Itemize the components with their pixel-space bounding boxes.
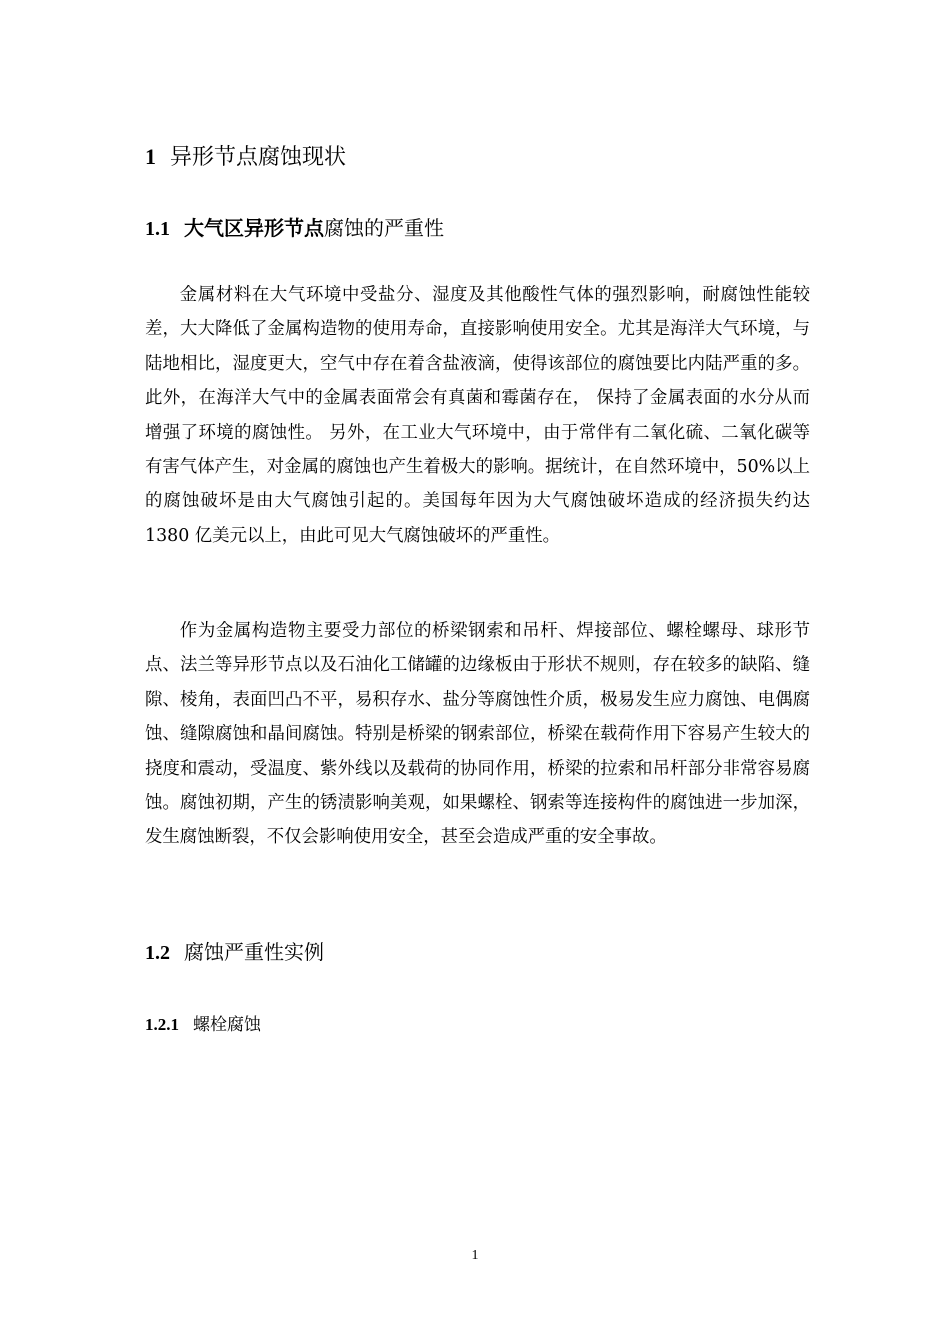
section-number: 1 xyxy=(145,144,156,169)
section-heading-1-2 xyxy=(145,936,324,965)
section-number: 1.1 xyxy=(145,218,170,240)
page-number: 1 xyxy=(471,1248,479,1263)
section-number: 1.2 xyxy=(145,942,170,964)
section-title: 腐蚀的严重性 xyxy=(324,216,444,240)
body-paragraph-2: 作为金属构造物主要受力部位的桥梁钢索和吊杆、焊接部位、螺栓螺母、球形节点、法兰等异形节点以及石油化工储罐的边缘板由于形状不规则，存在较多的缺陷、缝隙、棱角，表面凹凸不平，易积存水、盐分等腐蚀性介质，极易发生应力腐蚀、电偶腐蚀、缝隙腐蚀和晶间腐蚀。特别是桥梁的钢索部位，桥梁在载荷作用下容易产生较大的挠度和震动，受温度、紫外线以及载荷的协同作用，桥梁的拉索和吊杆部分非常容易腐蚀。腐蚀初期，产生的锈渍影响美观，如果螺栓、钢索等连接构件的腐蚀进一步加深，发生腐蚀断裂，不仅会影响使用安全，甚至会造成严重的安全事故。 xyxy=(145,621,810,848)
body-paragraph-1: 金属材料在大气环境中受盐分、湿度及其他酸性气体的强烈影响，耐腐蚀性能较差，大大降低了金属构造物的使用寿命，直接影响使用安全。尤其是海洋大气环境，与陆地相比，湿度更大，空气中存在着含盐液滴，使得该部位的腐蚀要比内陆严重的多。此外，在海洋大气中的金属表面常会有真菌和霉菌存在， 保持了金属表面的水分从而增强了环境的腐蚀性。 另外，在工业大气环境中，由于常伴有二氧化硫、二氧化碳等有害气体产生，对金属的腐蚀也产生着极大的影响。据统计，在自然环境中，50%以上的腐蚀破坏是由大气腐蚀引起的。美国每年因为大气腐蚀破坏造成的经济损失约达 1380 亿美元以上，由此可见大气腐蚀破坏的严重性。 xyxy=(145,285,810,546)
section-title: 螺栓腐蚀 xyxy=(193,1015,261,1035)
section-heading-1 xyxy=(145,140,346,171)
section-title-bold: 大气区异形节点 xyxy=(184,216,324,240)
section-title: 异形节点腐蚀现状 xyxy=(170,145,347,170)
section-heading-1-2-1 xyxy=(145,1010,261,1035)
section-heading-1-1 xyxy=(145,212,444,241)
section-number: 1.2.1 xyxy=(145,1015,179,1034)
section-title: 腐蚀严重性实例 xyxy=(184,940,324,964)
